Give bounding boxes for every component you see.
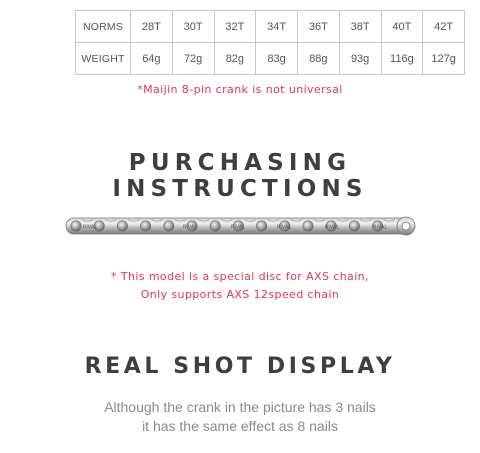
weight-cell: 93g (339, 43, 381, 75)
norms-label: NORMS (76, 11, 131, 43)
chain-pin (140, 221, 150, 231)
chain-pin (71, 221, 81, 231)
weight-cell: 72g (172, 43, 214, 75)
weight-cell: 116g (381, 43, 423, 75)
norm-cell: 40T (381, 11, 423, 43)
weight-cell: 88g (298, 43, 340, 75)
crank-description (0, 398, 480, 436)
chain-pin (117, 221, 127, 231)
chain-end-hole (402, 222, 410, 230)
chain-pin (164, 221, 174, 231)
crank-description-line-2: it has the same effect as 8 nails (142, 418, 338, 434)
norm-cell: 38T (339, 11, 381, 43)
weight-cell: 64g (131, 43, 173, 75)
axs-note-line-2: Only supports AXS 12speed chain (140, 288, 340, 301)
chain-pin (210, 221, 220, 231)
chain-pin (349, 221, 359, 231)
norm-cell: 28T (131, 11, 173, 43)
chain-brand-marking: RIVAL (82, 224, 98, 231)
chain-brand-marking: RIVAL (230, 224, 246, 231)
chain-brand-marking: RIVAL (324, 224, 340, 231)
chain-image (62, 210, 422, 242)
chain-pin (303, 221, 313, 231)
weight-row (76, 43, 465, 75)
weight-cell: 82g (214, 43, 256, 75)
chain-brand-marking: RIVAL (372, 224, 388, 231)
spec-table (75, 10, 465, 75)
chain-brand-marking: RIVAL (182, 224, 198, 231)
norms-row (76, 11, 465, 43)
norm-cell: 42T (423, 11, 465, 43)
norm-cell: 34T (256, 11, 298, 43)
norm-cell: 30T (172, 11, 214, 43)
maijin-note: *Maijin 8-pin crank is not universal (137, 83, 343, 96)
norm-cell: 32T (214, 11, 256, 43)
weight-label: WEIGHT (76, 43, 131, 75)
weight-cell: 127g (423, 43, 465, 75)
purchasing-instructions-title: PURCHASING INSTRUCTIONS (112, 150, 368, 202)
chain-pin (256, 221, 266, 231)
axs-note-line-1: * This model is a special disc for AXS chain, (111, 270, 369, 283)
crank-description-line-1: Although the crank in the picture has 3 nails (104, 399, 376, 415)
axs-chain-note (0, 268, 480, 304)
chain-brand-marking: RIVAL (276, 224, 292, 231)
real-shot-display-title: REAL SHOT DISPLAY (84, 354, 396, 379)
weight-cell: 83g (256, 43, 298, 75)
norm-cell: 36T (298, 11, 340, 43)
